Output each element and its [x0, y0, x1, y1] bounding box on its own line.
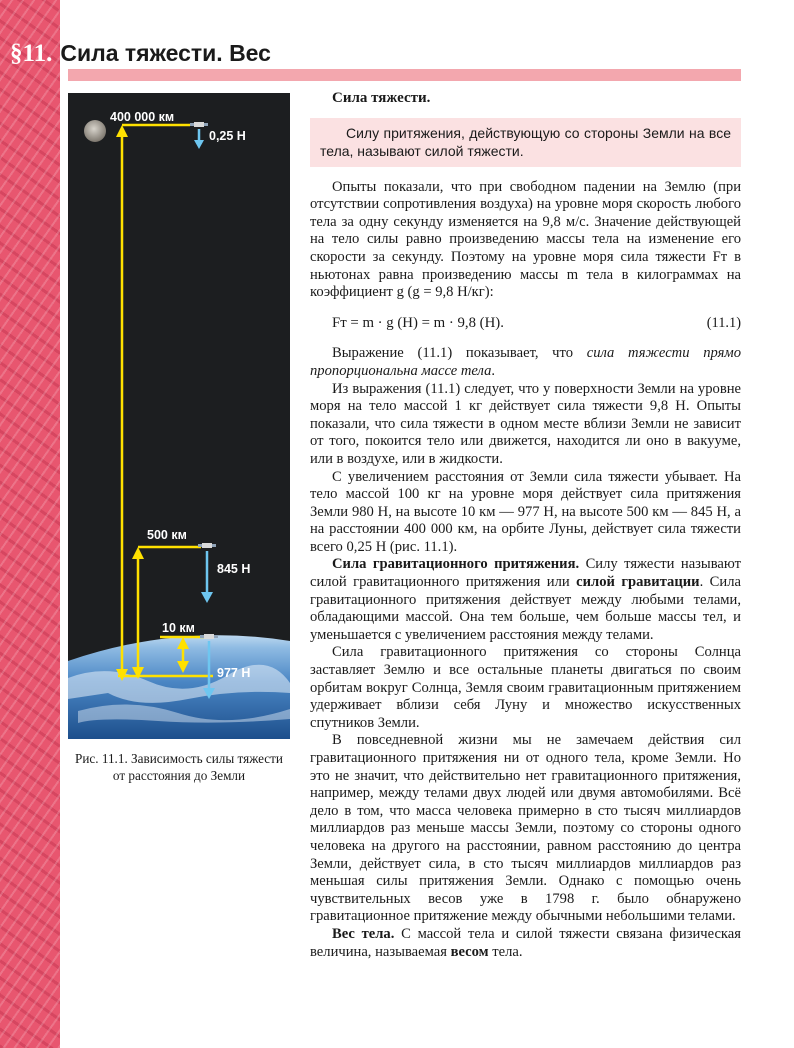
paragraph-2-italic: сила тяжести прямо пропорциональна массе тела — [310, 345, 741, 379]
paragraph-1: Опыты показали, что при свободном падении на Землю (при отсутствии сопротивления воздуха) на уровне моря скорость любого тела за одну секунду изменяется на 9,8 м/с. Значение действующей на тело силы равно произведению массы тела на изменение его скорости за секунду. Поэтому на уровне моря сила тяжести Fт в ньютонах равна произведению массы m тела в килограммах на коэффициент g (g = 9,8 Н/кг): — [310, 178, 741, 301]
paragraph-5-b: . Сила гравитационного притяжения действует между любыми телами, обладающими массой. Она тем больше, чем больше массы тел, и уменьшается с увеличением расстояния между телами. — [310, 574, 741, 643]
mid-distance-label: 500 км — [147, 528, 187, 542]
moon — [84, 120, 106, 142]
paragraph-4: С увеличением расстояния от Земли сила тяжести убывает. На тело массой 100 кг на уровне моря действует сила притяжения Земли 980 Н, на высоте 10 км — 977 Н, на высоте 500 км — 845 Н, а на расстоянии 400 000 км, на орбите Луны, действует сила тяжести всего 0,25 Н (рис. 11.1). — [310, 468, 741, 555]
moon-distance-label: 400 000 км — [110, 110, 175, 124]
paragraph-2-start: Выражение (11.1) показывает, что — [332, 345, 574, 362]
definition-box: Силу притяжения, действующую со стороны Земли на все тела, называют силой тяжести. — [310, 118, 741, 167]
paragraph-8-b: тела. — [492, 943, 523, 960]
formula-line — [332, 315, 741, 333]
figure-caption: Рис. 11.1. Зависимость силы тяжести от расстояния до Земли — [75, 751, 283, 783]
subheading-gravity: Сила тяжести. — [332, 90, 431, 106]
low-distance-label: 10 км — [162, 621, 195, 635]
paragraph-3: Из выражения (11.1) следует, что у поверхности Земли на уровне моря на тело массой 1 кг действует сила тяжести 9,8 Н. Опыты показали, что сила тяжести в одном месте вблизи Земли не зависит от того, покоится тело или движется, находится ли оно в вакууме, или в воздухе, или в жидкости. — [310, 380, 741, 467]
gravity-distance-figure — [68, 93, 290, 739]
subheading-gravitational: Сила гравитационного притяжения. — [332, 556, 580, 573]
paragraph-7: В повседневной жизни мы не замечаем действия сил гравитационного притяжения ни от одного тела, кроме Земли. Но это не значит, что действительно нет гравитационного притяжения, например, между телами двух людей или двумя автомобилями. Всё дело в том, что масса человека примерно в сто тысяч миллиардов миллиардов раз меньше массы Земли, поэтому со стороны одного человека на другого на расстоянии, равном расстоянию до центра Земли, действует сила, в сто тысяч миллиардов миллиардов раз меньшая силы притяжения Земли. Однако с помощью очень чувствительных весов уже в 1798 г. было обнаружено гравитационное притяжение между обычными небольшими телами. — [310, 732, 741, 925]
term-weight: весом — [450, 943, 489, 960]
paragraph-5 — [310, 556, 741, 644]
paragraph-6: Сила гравитационного притяжения со стороны Солнца заставляет Землю и все остальные планеты двигаться по своим орбитам вокруг Солнца, Земля своим гравитационным притяжением удерживает вблизи себя Луну и множество искусственных спутников Земли. — [310, 644, 741, 731]
paragraph-2-end: . — [491, 362, 496, 379]
low-force-label: 977 Н — [217, 666, 251, 680]
paragraph-5-a: Силу тяжести называют силой гравитационного притяжения или — [310, 556, 742, 591]
mid-force-label: 845 Н — [217, 562, 251, 576]
subheading-weight: Вес тела. — [332, 925, 395, 942]
section-title: Сила тяжести. Вес — [60, 40, 271, 66]
main-text-column — [310, 90, 741, 961]
section-number: §11. — [10, 40, 53, 67]
heading-underline-bar — [68, 69, 741, 81]
paragraph-2 — [310, 345, 741, 380]
formula-expression: Fт = m · g (Н) = m · 9,8 (Н). — [332, 314, 504, 331]
formula-number: (11.1) — [706, 314, 741, 331]
figure-illustration — [68, 93, 290, 739]
term-gravity-force: силой гравитации — [576, 574, 700, 591]
moon-force-label: 0,25 Н — [209, 129, 246, 143]
paragraph-8 — [310, 926, 741, 961]
decorative-side-strip — [0, 0, 60, 1048]
paragraph-8-a: С массой тела и силой тяжести связана физическая величина, называемая — [310, 925, 741, 960]
